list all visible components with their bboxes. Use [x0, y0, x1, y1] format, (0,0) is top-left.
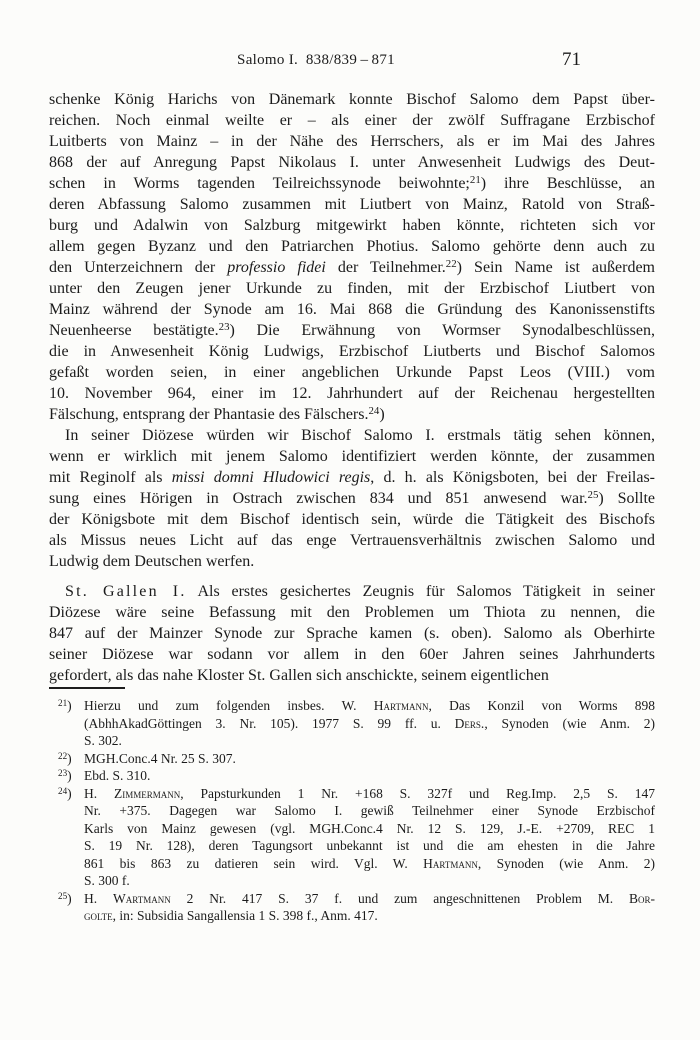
text-segment: Ders. [454, 715, 485, 731]
text-segment: die in Anwesenheit König Ludwigs, Erzbischof Liutberts und Bischof Salomos [49, 343, 655, 360]
text-segment: der Teilnehmer. [325, 259, 446, 276]
footnote-ref: 22 [445, 258, 457, 271]
text-segment: 2 Nr. 417 S. 37 f. und zum angeschnittenen Problem M. [170, 890, 629, 906]
text-segment: den Unterzeichnern der [49, 259, 228, 276]
text-segment: deren Abfassung Salomo zusammen mit Liutbert von Mainz, Ratold von Straß- [49, 196, 655, 213]
footnote-number: $^{22}$) [58, 750, 72, 766]
footnote-number-sup: 24 [58, 785, 68, 796]
text-line [49, 89, 655, 110]
text-segment: Bor- [629, 890, 656, 906]
text-line [49, 446, 655, 467]
text-segment: Diözese wäre seine Befassung mit den Problemen um Thiota zu nennen, die [49, 604, 655, 621]
footnote-line [58, 785, 655, 803]
text-line [49, 551, 655, 572]
footnote-21 [49, 697, 655, 750]
text-segment: Als erstes gesichertes Zeugnis für Salomos Tätigkeit in seiner [186, 583, 656, 600]
text-segment: MGH.Conc.4 Nr. 25 S. 307. [84, 750, 236, 766]
text-segment: der Königsbote mit dem Bischof identisch sein, würde die Tätigkeit des Bischofs [49, 511, 655, 528]
text-segment: S. 19 Nr. 128), deren Tagungsort unbekannt ist und die am ehesten in die Jahre [84, 838, 655, 853]
running-header [49, 51, 655, 73]
footnote-line [58, 767, 655, 785]
text-segment: allem gegen Byzanz und den Patriarchen Photius. Salomo gehörte denn auch zu [49, 238, 655, 255]
text-segment: ) Sollte [598, 490, 655, 507]
text-segment: Hartmann [423, 855, 478, 871]
page-number: 71 [562, 49, 581, 70]
text-line [49, 215, 655, 236]
footnote-separator-rule [49, 687, 125, 689]
text-segment: 847 auf der Mainzer Synode zur Sprache kamen (s. oben). Salomo als Oberhirte [49, 625, 655, 642]
text-segment: burg und Adalwin von Salzburg mitgewirkt haben könnte, richteten sich vor [49, 217, 655, 234]
text-line [49, 602, 655, 623]
text-segment: H. [84, 785, 114, 801]
text-segment: S. 302. [84, 733, 122, 748]
footnote-line [84, 732, 655, 750]
footnote-number: $^{24}$) [58, 785, 72, 801]
text-segment: schenke König Harichs von Dänemark konnte Bischof Salomo dem Papst über- [49, 91, 655, 108]
footnote-line [84, 855, 655, 873]
text-segment: , Synoden (wie Anm. 2) [477, 855, 655, 871]
text-segment: golte [84, 908, 113, 923]
text-segment: seiner Diözese war sodann vor allem in den 60er Jahren seines Jahrhunderts [49, 646, 655, 663]
text-segment: Nr. +375. Dagegen war Salomo I. gewiß Teilnehmer einer Synode Erzbischof [84, 803, 655, 818]
header-title: Salomo I. 838/839 – 871 [237, 52, 395, 68]
footnote-ref: 24 [368, 405, 380, 418]
text-line [49, 488, 655, 509]
text-segment: schen in Worms tagenden Teilreichssynode beiwohnte; [49, 175, 470, 192]
text-segment: Fälschung, entsprang der Phantasie des Fälschers. [49, 406, 369, 423]
text-line [49, 278, 655, 299]
body-text [49, 89, 655, 686]
text-segment: ) Sein Name ist außerdem [456, 259, 656, 276]
text-line [49, 194, 655, 215]
footnote-24 [49, 785, 655, 890]
text-segment: Ebd. S. 310. [84, 768, 151, 783]
text-line [49, 236, 655, 257]
footnote-25 [49, 890, 655, 925]
text-segment: In seiner Diözese würden wir Bischof Salomo I. erstmals tätig sehen können, [65, 427, 655, 444]
text-line [49, 509, 655, 530]
text-line [49, 173, 655, 194]
text-segment: gefaßt worden seien, in einer angeblichen Urkunde Papst Leos (VIII.) vom [49, 364, 655, 381]
text-segment: H. [84, 890, 114, 906]
text-segment: 868 der auf Anregung Papst Nikolaus I. unter Anwesenheit Ludwigs des Deut- [49, 154, 655, 171]
text-segment: ) Die Erwähnung von Wormser Synodalbeschlüssen, [229, 322, 655, 339]
text-segment: reichen. Noch einmal weilte er – als einer der zwölf Suffragane Erzbischof [49, 112, 655, 129]
footnote-number-sup: 21 [58, 698, 68, 709]
text-line [49, 425, 655, 446]
text-segment: mit Reginolf als [49, 469, 172, 486]
text-segment: Wartmann [113, 890, 171, 906]
footnote-number-sup: 22 [58, 750, 68, 761]
footnote-line [84, 837, 655, 855]
text-line [49, 362, 655, 383]
footnote-23 [49, 767, 655, 785]
text-segment: Luitberts von Mainz – in der Nähe des Herrschers, als er im Mai des Jahres [49, 133, 655, 150]
text-segment: ) [379, 406, 385, 423]
text-segment: Ludwig dem Deutschen werfen. [49, 553, 255, 570]
text-line [49, 581, 655, 602]
footnote-ref: 23 [218, 321, 230, 334]
text-line [49, 467, 655, 488]
footnote-line [84, 820, 655, 838]
text-line [49, 257, 655, 278]
paragraph-1 [49, 89, 655, 425]
text-line [49, 152, 655, 173]
text-line [49, 341, 655, 362]
footnote-line [58, 750, 655, 768]
footnote-22 [49, 750, 655, 768]
text-segment: , Papsturkunden 1 Nr. +168 S. 327f und Reg.Imp. 2,5 S. 147 [180, 785, 655, 801]
footnote-line [84, 907, 655, 925]
footnote-ref: 21 [469, 174, 481, 187]
latin-phrase: missi domni Hludowici regis [171, 469, 371, 486]
text-line [49, 320, 655, 341]
footnote-number-sup: 25 [58, 890, 68, 901]
paragraph-2 [49, 425, 655, 572]
text-line [49, 623, 655, 644]
text-segment: Hierzu und zum folgenden insbes. W. [84, 698, 374, 713]
text-segment: wenn er wirklich mit jenem Salomo identifiziert werden könnte, der zusammen [49, 448, 655, 465]
footnote-line [84, 872, 655, 890]
text-segment: , in: Subsidia Sangallensia 1 S. 398 f., Anm. 417. [112, 908, 378, 923]
text-segment: 10. November 964, einer im 12. Jahrhundert auf der Reichenau hergestellten [49, 385, 655, 402]
text-segment: Karls von Mainz gewesen (vgl. MGH.Conc.4 Nr. 12 S. 129, J.-E. +2709, REC 1 [84, 820, 655, 836]
text-segment: Neuenheerse bestätigte. [49, 322, 219, 339]
footnote-line [84, 715, 655, 733]
text-line [49, 299, 655, 320]
footnote-line [58, 890, 656, 908]
text-line [49, 383, 655, 404]
text-line [49, 665, 655, 686]
text-segment: gefordert, als das nahe Kloster St. Gallen sich anschickte, seinem eigentlichen [49, 667, 549, 684]
footnote-number: $^{25}$) [58, 890, 72, 906]
footnote-ref: 25 [587, 489, 599, 502]
footnote-line [58, 697, 656, 715]
paragraph-3 [49, 581, 655, 686]
footnote-number: $^{23}$) [58, 768, 72, 783]
text-segment: (AbhhAkadGöttingen 3. Nr. 105). 1977 S. 99 ff. u. [84, 715, 455, 731]
text-segment: S. 300 f. [84, 873, 130, 888]
footnotes [49, 697, 655, 925]
text-line [49, 131, 655, 152]
text-segment: Mainz während der Synode am 16. Mai 868 die Gründung des Kanonissenstifts [49, 301, 655, 318]
latin-phrase: professio fidei [227, 259, 326, 276]
text-segment: 861 bis 863 zu datieren sein wird. Vgl. W. [84, 855, 424, 871]
text-segment: Hartmann [373, 698, 429, 713]
text-segment: als Missus neues Licht auf das enge Vertrauensverhältnis zwischen Salomo und [49, 532, 655, 549]
text-segment: sung eines Hörigen in Ostrach zwischen 834 und 851 anwesend war. [49, 490, 588, 507]
text-segment: ) ihre Beschlüsse, an [480, 175, 656, 192]
text-segment: unter den Zeugen jener Urkunde zu finden, mit der Erzbischof Liutbert von [49, 280, 655, 297]
text-line [49, 110, 655, 131]
text-line [49, 530, 655, 551]
text-line [49, 644, 655, 665]
text-line [49, 404, 655, 425]
text-segment: , Synoden (wie Anm. 2) [484, 715, 655, 731]
spaced-heading: St. Gallen I. [65, 583, 187, 600]
text-segment: Zimmermann [114, 785, 181, 801]
text-segment: , Das Konzil von Worms 898 [428, 698, 656, 713]
footnote-number: $^{21}$) [58, 698, 72, 713]
text-segment: , d. h. als Königsboten, bei der Freilas- [370, 469, 656, 486]
footnote-number-sup: 23 [58, 768, 68, 779]
footnote-line [84, 802, 655, 820]
